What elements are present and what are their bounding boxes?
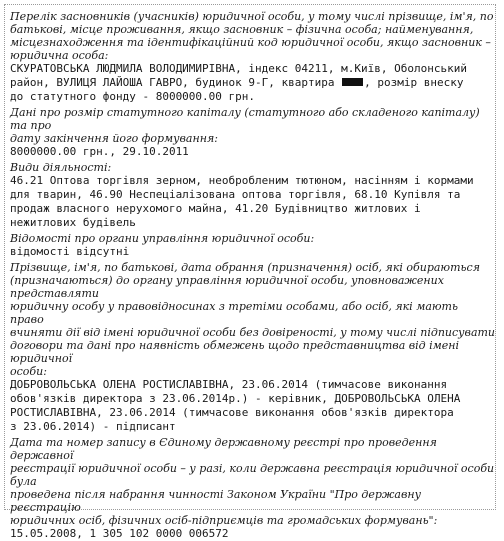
activities-section (10, 161, 495, 230)
management-value: відомості відсутні (10, 245, 130, 258)
capital-value: 8000000.00 грн., 29.10.2011 (10, 145, 189, 158)
founders-value: СКУРАТОВСЬКА ЛЮДМИЛА ВОЛОДИМИРІВНА, індекс 04211, м.Київ, Оболонський район, ВУЛИЦЯ ЛАЙОША ГАВРО, будинок 9-Г, квартира , розмір внеску до статутного фонду - 8000000.00 грн. (10, 62, 467, 103)
registration-section (10, 436, 495, 541)
registration-label: Дата та номер запису в Єдиному державному реєстрі про проведення державної реєстрації юридичної особи – у разі, коли державна реєстрація юридичної особи була проведена після набрання чинності Законом України "Про державну реєстрацію юридичних осіб, фізичних осіб-підприємців та громадських формувань": (10, 436, 495, 527)
management-label: Відомості про органи управління юридичної особи: (10, 232, 315, 245)
management-section (10, 232, 495, 259)
registry-extract-page (4, 4, 496, 540)
founders-label: Перелік засновників (учасників) юридичної особи, у тому числі прізвище, ім'я, по батькові, місце проживання, якщо засновник – фізична особа; найменування, місцезнаходження та ідентифікаційний код юридичної особи, якщо засновник – юридична особа: (10, 10, 494, 62)
representatives-label: Прізвище, ім'я, по батькові, дата обрання (призначення) осіб, які обираються (призначаються) до органу управління юридичної особи, уповноважених представляти юридичну особу у правовідносинах з третіми особами, або осіб, які мають право вчиняти дії від імені юридичної особи без довіреності, у тому числі підписувати договори та дані про наявність обмежень щодо представництва від імені юридичної особи: (10, 261, 496, 378)
capital-label: Дані про розмір статутного капіталу (статутного або складеного капіталу) та про дату закінчення його формування: (10, 106, 480, 145)
founders-section (10, 10, 495, 104)
activities-label: Види діяльності: (10, 161, 112, 174)
capital-section (10, 106, 495, 159)
representatives-value: ДОБРОВОЛЬСЬКА ОЛЕНА РОСТИСЛАВІВНА, 23.06.2014 (тимчасове виконання обов'язків директора з 23.06.2014р.) - керівник, ДОБРОВОЛЬСЬКА ОЛЕНА РОСТИСЛАВІВНА, 23.06.2014 (тимчасове виконання обов'язків директора з 23.06.2014) - підписант (10, 378, 461, 433)
representatives-section (10, 261, 495, 434)
registration-value: 15.05.2008, 1 305 102 0000 006572 (10, 527, 229, 540)
activities-value: 46.21 Оптова торгівля зерном, необробленим тютюном, насінням і кормами для тварин, 46.90 Неспеціалізована оптова торгівля, 68.10 Купівля та продаж власного нерухомого майна, 41.20 Будівництво житлових і нежитлових будівель (10, 174, 474, 229)
redaction-mark (342, 78, 363, 86)
